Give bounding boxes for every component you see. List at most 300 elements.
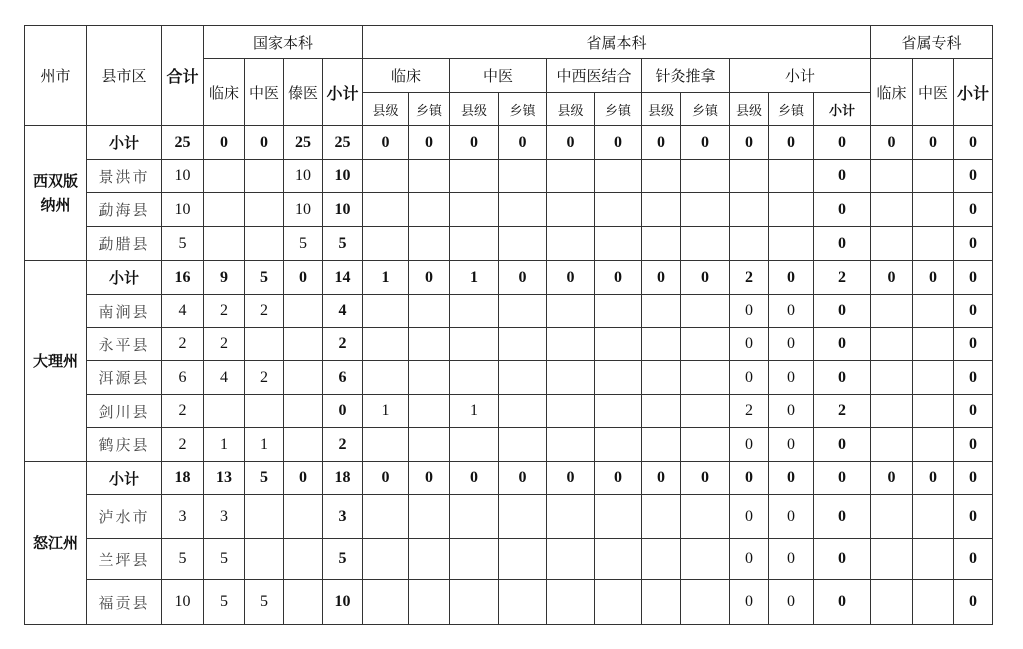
value-cell: 0 bbox=[814, 580, 871, 625]
table-row bbox=[25, 495, 993, 539]
value-cell: 0 bbox=[871, 261, 913, 295]
value-cell: 10 bbox=[284, 193, 323, 227]
value-cell bbox=[499, 295, 547, 328]
value-cell: 10 bbox=[323, 580, 363, 625]
value-cell: 0 bbox=[499, 126, 547, 160]
value-cell: 0 bbox=[871, 462, 913, 495]
value-cell bbox=[409, 395, 450, 428]
value-cell: 0 bbox=[450, 126, 499, 160]
value-cell bbox=[499, 539, 547, 580]
value-cell bbox=[871, 227, 913, 261]
header-prov-tcm: 中医 bbox=[450, 59, 547, 93]
value-cell: 5 bbox=[204, 580, 245, 625]
value-cell bbox=[681, 361, 730, 395]
value-cell bbox=[595, 160, 642, 193]
value-cell: 2 bbox=[204, 295, 245, 328]
value-cell bbox=[547, 193, 595, 227]
value-cell bbox=[642, 328, 681, 361]
county-name: 勐海县 bbox=[87, 193, 162, 227]
value-cell bbox=[245, 495, 284, 539]
subtotal-label: 小计 bbox=[87, 462, 162, 495]
value-cell: 5 bbox=[245, 462, 284, 495]
header-prefecture: 州市 bbox=[25, 26, 87, 126]
value-cell: 0 bbox=[245, 126, 284, 160]
value-cell: 0 bbox=[681, 126, 730, 160]
value-cell: 0 bbox=[814, 361, 871, 395]
value-cell: 0 bbox=[409, 261, 450, 295]
value-cell bbox=[450, 361, 499, 395]
header-provincial-specialist: 省属专科 bbox=[871, 26, 993, 59]
subtotal-label: 小计 bbox=[87, 261, 162, 295]
value-cell bbox=[363, 580, 409, 625]
table-body bbox=[25, 126, 993, 625]
value-cell: 0 bbox=[954, 539, 993, 580]
value-cell bbox=[245, 193, 284, 227]
value-cell bbox=[363, 227, 409, 261]
value-cell: 0 bbox=[499, 462, 547, 495]
value-cell bbox=[547, 495, 595, 539]
value-cell bbox=[595, 193, 642, 227]
value-cell bbox=[547, 580, 595, 625]
header-sub-township: 乡镇 bbox=[409, 93, 450, 126]
value-cell: 0 bbox=[769, 328, 814, 361]
value-cell: 0 bbox=[814, 462, 871, 495]
value-cell: 2 bbox=[323, 328, 363, 361]
value-cell: 2 bbox=[245, 295, 284, 328]
prefecture-cell bbox=[25, 261, 87, 462]
header-sub-county-level: 县级 bbox=[547, 93, 595, 126]
value-cell bbox=[284, 539, 323, 580]
value-cell bbox=[363, 295, 409, 328]
value-cell: 0 bbox=[913, 126, 954, 160]
value-cell: 1 bbox=[450, 395, 499, 428]
subtotal-row bbox=[25, 462, 993, 495]
value-cell bbox=[450, 428, 499, 462]
value-cell: 0 bbox=[730, 295, 769, 328]
value-cell bbox=[913, 227, 954, 261]
value-cell bbox=[913, 295, 954, 328]
value-cell: 10 bbox=[323, 193, 363, 227]
value-cell bbox=[450, 227, 499, 261]
header-prov-acupuncture: 针灸推拿 bbox=[642, 59, 730, 93]
value-cell bbox=[409, 428, 450, 462]
value-cell bbox=[409, 193, 450, 227]
value-cell bbox=[642, 495, 681, 539]
header-sub-subtotal: 小计 bbox=[814, 93, 871, 126]
value-cell bbox=[681, 580, 730, 625]
value-cell bbox=[499, 361, 547, 395]
value-cell: 0 bbox=[769, 361, 814, 395]
value-cell: 5 bbox=[245, 261, 284, 295]
value-cell: 0 bbox=[595, 261, 642, 295]
value-cell: 0 bbox=[871, 126, 913, 160]
header-sub-township: 乡镇 bbox=[595, 93, 642, 126]
header-spec-tcm: 中医 bbox=[913, 59, 954, 126]
table-row bbox=[25, 160, 993, 193]
value-cell: 0 bbox=[954, 160, 993, 193]
value-cell bbox=[730, 193, 769, 227]
value-cell bbox=[409, 539, 450, 580]
value-cell bbox=[409, 227, 450, 261]
value-cell bbox=[871, 495, 913, 539]
value-cell: 3 bbox=[162, 495, 204, 539]
value-cell: 2 bbox=[730, 261, 769, 295]
value-cell bbox=[363, 495, 409, 539]
value-cell bbox=[595, 227, 642, 261]
value-cell bbox=[913, 328, 954, 361]
value-cell bbox=[450, 328, 499, 361]
value-cell bbox=[913, 495, 954, 539]
value-cell bbox=[913, 428, 954, 462]
value-cell: 0 bbox=[913, 462, 954, 495]
header-prov-integrated: 中西医结合 bbox=[547, 59, 642, 93]
county-name: 剑川县 bbox=[87, 395, 162, 428]
value-cell bbox=[284, 580, 323, 625]
value-cell: 0 bbox=[409, 126, 450, 160]
value-cell bbox=[547, 328, 595, 361]
value-cell bbox=[595, 428, 642, 462]
value-cell: 5 bbox=[323, 539, 363, 580]
header-provincial-undergrad: 省属本科 bbox=[363, 26, 871, 59]
value-cell: 0 bbox=[913, 261, 954, 295]
value-cell bbox=[547, 361, 595, 395]
value-cell bbox=[409, 160, 450, 193]
value-cell: 18 bbox=[323, 462, 363, 495]
value-cell: 2 bbox=[814, 395, 871, 428]
value-cell bbox=[913, 193, 954, 227]
value-cell: 0 bbox=[814, 295, 871, 328]
value-cell bbox=[769, 227, 814, 261]
value-cell bbox=[204, 193, 245, 227]
prefecture-name-line: 大理州 bbox=[32, 352, 78, 370]
value-cell: 0 bbox=[954, 193, 993, 227]
value-cell bbox=[450, 580, 499, 625]
value-cell bbox=[499, 428, 547, 462]
value-cell: 2 bbox=[162, 395, 204, 428]
value-cell: 0 bbox=[730, 539, 769, 580]
county-name: 洱源县 bbox=[87, 361, 162, 395]
value-cell bbox=[595, 295, 642, 328]
value-cell bbox=[284, 361, 323, 395]
value-cell bbox=[681, 227, 730, 261]
value-cell: 10 bbox=[162, 193, 204, 227]
value-cell: 3 bbox=[204, 495, 245, 539]
value-cell: 0 bbox=[954, 126, 993, 160]
table-row bbox=[25, 328, 993, 361]
value-cell: 0 bbox=[954, 428, 993, 462]
header-sub-township: 乡镇 bbox=[499, 93, 547, 126]
value-cell: 4 bbox=[204, 361, 245, 395]
value-cell: 0 bbox=[814, 160, 871, 193]
value-cell bbox=[409, 328, 450, 361]
header-sub-county-level: 县级 bbox=[730, 93, 769, 126]
value-cell bbox=[595, 580, 642, 625]
value-cell bbox=[284, 395, 323, 428]
value-cell: 2 bbox=[245, 361, 284, 395]
value-cell bbox=[871, 395, 913, 428]
value-cell bbox=[245, 395, 284, 428]
value-cell bbox=[595, 361, 642, 395]
value-cell bbox=[409, 295, 450, 328]
value-cell: 0 bbox=[814, 539, 871, 580]
value-cell: 5 bbox=[245, 580, 284, 625]
value-cell bbox=[499, 580, 547, 625]
value-cell: 0 bbox=[769, 580, 814, 625]
value-cell: 0 bbox=[954, 361, 993, 395]
value-cell bbox=[450, 193, 499, 227]
value-cell: 25 bbox=[162, 126, 204, 160]
value-cell: 0 bbox=[450, 462, 499, 495]
value-cell: 0 bbox=[769, 428, 814, 462]
value-cell: 0 bbox=[954, 495, 993, 539]
value-cell: 0 bbox=[814, 428, 871, 462]
value-cell: 0 bbox=[642, 261, 681, 295]
value-cell bbox=[681, 160, 730, 193]
value-cell: 0 bbox=[642, 462, 681, 495]
value-cell bbox=[595, 495, 642, 539]
value-cell: 18 bbox=[162, 462, 204, 495]
value-cell bbox=[642, 160, 681, 193]
value-cell: 0 bbox=[954, 227, 993, 261]
value-cell: 0 bbox=[769, 495, 814, 539]
value-cell: 0 bbox=[769, 395, 814, 428]
value-cell: 0 bbox=[547, 261, 595, 295]
value-cell: 5 bbox=[162, 539, 204, 580]
header-spec-clinical: 临床 bbox=[871, 59, 913, 126]
value-cell: 1 bbox=[450, 261, 499, 295]
header-national-clinical: 临床 bbox=[204, 59, 245, 126]
county-name: 兰坪县 bbox=[87, 539, 162, 580]
value-cell: 25 bbox=[323, 126, 363, 160]
value-cell: 3 bbox=[323, 495, 363, 539]
allocation-table bbox=[24, 25, 993, 625]
value-cell bbox=[450, 539, 499, 580]
value-cell: 0 bbox=[769, 539, 814, 580]
value-cell: 0 bbox=[363, 126, 409, 160]
header-sub-township: 乡镇 bbox=[769, 93, 814, 126]
value-cell: 4 bbox=[323, 295, 363, 328]
value-cell bbox=[409, 361, 450, 395]
value-cell bbox=[681, 495, 730, 539]
value-cell bbox=[871, 428, 913, 462]
value-cell bbox=[204, 160, 245, 193]
value-cell: 1 bbox=[204, 428, 245, 462]
value-cell bbox=[871, 328, 913, 361]
value-cell: 0 bbox=[681, 462, 730, 495]
value-cell: 25 bbox=[284, 126, 323, 160]
header-national-undergrad: 国家本科 bbox=[204, 26, 363, 59]
prefecture-name-line: 怒江州 bbox=[32, 534, 78, 552]
value-cell bbox=[499, 495, 547, 539]
value-cell: 1 bbox=[363, 395, 409, 428]
county-name: 景洪市 bbox=[87, 160, 162, 193]
value-cell bbox=[547, 295, 595, 328]
value-cell: 4 bbox=[162, 295, 204, 328]
value-cell bbox=[681, 539, 730, 580]
value-cell: 0 bbox=[681, 261, 730, 295]
value-cell bbox=[245, 227, 284, 261]
value-cell: 2 bbox=[162, 428, 204, 462]
value-cell: 0 bbox=[769, 462, 814, 495]
value-cell bbox=[245, 328, 284, 361]
value-cell bbox=[913, 395, 954, 428]
value-cell: 1 bbox=[245, 428, 284, 462]
value-cell: 13 bbox=[204, 462, 245, 495]
value-cell: 0 bbox=[547, 462, 595, 495]
value-cell bbox=[595, 328, 642, 361]
county-name: 泸水市 bbox=[87, 495, 162, 539]
value-cell: 2 bbox=[730, 395, 769, 428]
value-cell: 0 bbox=[814, 126, 871, 160]
value-cell: 0 bbox=[284, 261, 323, 295]
prefecture-cell bbox=[25, 462, 87, 625]
value-cell bbox=[450, 295, 499, 328]
value-cell: 0 bbox=[409, 462, 450, 495]
value-cell: 10 bbox=[162, 580, 204, 625]
value-cell bbox=[363, 328, 409, 361]
value-cell bbox=[499, 328, 547, 361]
county-name: 勐腊县 bbox=[87, 227, 162, 261]
header-sub-county-level: 县级 bbox=[450, 93, 499, 126]
value-cell: 5 bbox=[323, 227, 363, 261]
table-row bbox=[25, 227, 993, 261]
value-cell bbox=[642, 539, 681, 580]
value-cell bbox=[204, 227, 245, 261]
value-cell: 0 bbox=[730, 126, 769, 160]
value-cell: 2 bbox=[814, 261, 871, 295]
value-cell bbox=[769, 193, 814, 227]
value-cell: 0 bbox=[954, 462, 993, 495]
value-cell: 5 bbox=[162, 227, 204, 261]
table-row bbox=[25, 539, 993, 580]
table-row bbox=[25, 395, 993, 428]
value-cell: 2 bbox=[204, 328, 245, 361]
value-cell: 0 bbox=[814, 495, 871, 539]
value-cell: 9 bbox=[204, 261, 245, 295]
subtotal-label: 小计 bbox=[87, 126, 162, 160]
value-cell: 0 bbox=[730, 580, 769, 625]
value-cell bbox=[730, 160, 769, 193]
value-cell bbox=[363, 428, 409, 462]
value-cell bbox=[871, 539, 913, 580]
county-name: 鹤庆县 bbox=[87, 428, 162, 462]
value-cell bbox=[409, 580, 450, 625]
header-sub-township: 乡镇 bbox=[681, 93, 730, 126]
value-cell bbox=[409, 495, 450, 539]
value-cell bbox=[871, 295, 913, 328]
value-cell: 0 bbox=[204, 126, 245, 160]
value-cell: 10 bbox=[284, 160, 323, 193]
value-cell bbox=[363, 193, 409, 227]
value-cell bbox=[681, 193, 730, 227]
header-national-subtotal: 小计 bbox=[323, 59, 363, 126]
value-cell: 1 bbox=[363, 261, 409, 295]
value-cell bbox=[913, 160, 954, 193]
value-cell bbox=[547, 428, 595, 462]
value-cell bbox=[913, 361, 954, 395]
table-row bbox=[25, 580, 993, 625]
value-cell bbox=[284, 428, 323, 462]
value-cell: 0 bbox=[595, 462, 642, 495]
prefecture-name-line: 纳州 bbox=[40, 196, 71, 214]
value-cell bbox=[871, 160, 913, 193]
value-cell bbox=[642, 193, 681, 227]
value-cell bbox=[499, 395, 547, 428]
value-cell bbox=[642, 361, 681, 395]
value-cell bbox=[681, 428, 730, 462]
value-cell bbox=[871, 580, 913, 625]
value-cell: 6 bbox=[162, 361, 204, 395]
value-cell bbox=[871, 361, 913, 395]
table-row bbox=[25, 193, 993, 227]
header-national-dai-medicine: 傣医 bbox=[284, 59, 323, 126]
value-cell: 0 bbox=[814, 328, 871, 361]
prefecture-cell bbox=[25, 126, 87, 261]
header-prov-subtotal: 小计 bbox=[730, 59, 871, 93]
value-cell: 10 bbox=[162, 160, 204, 193]
value-cell: 0 bbox=[547, 126, 595, 160]
header-prov-clinical: 临床 bbox=[363, 59, 450, 93]
value-cell bbox=[547, 160, 595, 193]
value-cell bbox=[730, 227, 769, 261]
value-cell: 0 bbox=[730, 462, 769, 495]
value-cell: 0 bbox=[323, 395, 363, 428]
prefecture-name-line: 西双版 bbox=[32, 172, 78, 190]
value-cell: 0 bbox=[769, 295, 814, 328]
subtotal-row bbox=[25, 261, 993, 295]
value-cell bbox=[284, 495, 323, 539]
value-cell: 0 bbox=[730, 328, 769, 361]
value-cell: 0 bbox=[954, 395, 993, 428]
value-cell bbox=[499, 227, 547, 261]
header-county: 县市区 bbox=[87, 26, 162, 126]
header-sub-county-level: 县级 bbox=[363, 93, 409, 126]
value-cell: 5 bbox=[204, 539, 245, 580]
value-cell bbox=[547, 539, 595, 580]
value-cell bbox=[681, 395, 730, 428]
value-cell bbox=[547, 227, 595, 261]
value-cell bbox=[499, 193, 547, 227]
value-cell bbox=[245, 160, 284, 193]
value-cell bbox=[245, 539, 284, 580]
value-cell bbox=[642, 428, 681, 462]
value-cell bbox=[913, 580, 954, 625]
value-cell bbox=[284, 328, 323, 361]
value-cell: 0 bbox=[730, 361, 769, 395]
value-cell bbox=[499, 160, 547, 193]
value-cell: 0 bbox=[363, 462, 409, 495]
value-cell: 0 bbox=[499, 261, 547, 295]
value-cell bbox=[284, 295, 323, 328]
subtotal-row bbox=[25, 126, 993, 160]
value-cell bbox=[681, 328, 730, 361]
table-row bbox=[25, 361, 993, 395]
table-row bbox=[25, 428, 993, 462]
value-cell: 2 bbox=[162, 328, 204, 361]
header-sub-county-level: 县级 bbox=[642, 93, 681, 126]
value-cell: 0 bbox=[595, 126, 642, 160]
value-cell: 0 bbox=[954, 580, 993, 625]
value-cell: 0 bbox=[730, 428, 769, 462]
value-cell bbox=[595, 395, 642, 428]
value-cell bbox=[363, 361, 409, 395]
value-cell bbox=[450, 495, 499, 539]
header-total: 合计 bbox=[162, 26, 204, 126]
county-name: 福贡县 bbox=[87, 580, 162, 625]
value-cell bbox=[769, 160, 814, 193]
county-name: 永平县 bbox=[87, 328, 162, 361]
value-cell: 0 bbox=[814, 193, 871, 227]
